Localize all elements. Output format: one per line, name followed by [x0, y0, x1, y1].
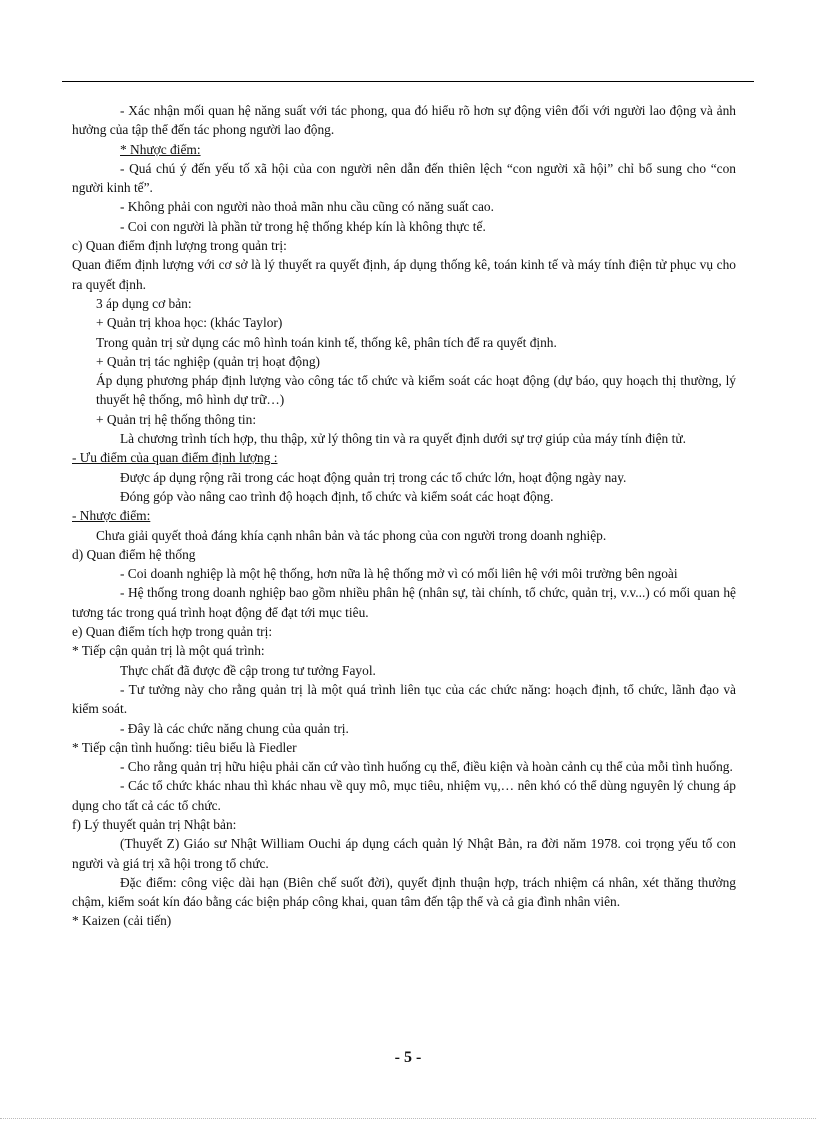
paragraph: Chưa giải quyết thoả đáng khía cạnh nhân bản và tác phong của con người trong doanh nghiệp.	[96, 527, 607, 543]
section-heading-f: f) Lý thuyết quản trị Nhật bản:	[72, 816, 237, 832]
paragraph: Thực chất đã được đề cập trong tư tưởng Fayol.	[120, 662, 376, 678]
paragraph: Quan điểm định lượng với cơ sở là lý thuyết ra quyết định, áp dụng thống kê, toán kinh tế và máy tính điện tử phục vụ cho ra quyết định.	[72, 257, 736, 292]
document-body	[72, 101, 736, 931]
header-rule	[62, 81, 754, 82]
paragraph: * Kaizen (cải tiến)	[72, 913, 172, 929]
paragraph: * Tiếp cận tình huống: tiêu biểu là Fiedler	[72, 739, 297, 755]
section-heading-e: e) Quan điểm tích hợp trong quản trị:	[72, 624, 273, 640]
paragraph: + Quản trị tác nghiệp (quản trị hoạt động)	[96, 353, 320, 369]
paragraph: * Tiếp cận quản trị là một quá trình:	[72, 643, 265, 659]
page-edge	[0, 1118, 816, 1119]
paragraph: Là chương trình tích hợp, thu thập, xử lý thông tin và ra quyết định dưới sự trợ giúp của máy tính điện tử.	[120, 431, 686, 447]
paragraph: + Quản trị hệ thống thông tin:	[96, 411, 257, 427]
paragraph: - Cho rằng quản trị hữu hiệu phải căn cứ vào tình huống cụ thể, điều kiện và hoàn cảnh cụ thể của mỗi tình huống.	[120, 759, 733, 775]
paragraph: Đóng góp vào nâng cao trình độ hoạch định, tổ chức và kiểm soát các hoạt động.	[120, 488, 554, 504]
heading-disadvantages: * Nhược điểm:	[120, 141, 201, 157]
heading-quantitative-advantages: - Ưu điểm của quan điểm định lượng :	[72, 450, 278, 466]
paragraph: - Xác nhận mối quan hệ năng suất với tác phong, qua đó hiểu rõ hơn sự động viên đối với người lao động và ảnh hưởng của tập thể đến tác phong người lao động.	[72, 103, 736, 138]
paragraph: + Quản trị khoa học: (khác Taylor)	[96, 315, 283, 331]
section-heading-d: d) Quan điểm hệ thống	[72, 546, 196, 562]
paragraph: - Tư tưởng này cho rằng quản trị là một quá trình liên tục của các chức năng: hoạch định, tổ chức, lãnh đạo và kiểm soát.	[72, 681, 736, 717]
heading-disadvantages: - Nhược điểm:	[72, 508, 151, 524]
paragraph: 3 áp dụng cơ bản:	[96, 295, 192, 311]
paragraph: Được áp dụng rộng rãi trong các hoạt động quản trị trong các tổ chức lớn, hoạt động ngày nay.	[120, 469, 627, 485]
page-number: - 5 -	[394, 1049, 422, 1066]
paragraph: - Quá chú ý đến yếu tố xã hội của con người nên dẫn đến thiên lệch “con người xã hội” chỉ bổ sung cho “con người kinh tế”.	[72, 160, 736, 196]
paragraph: Trong quản trị sử dụng các mô hình toán kinh tế, thống kê, phân tích để ra quyết định.	[96, 334, 557, 350]
paragraph: Đặc điểm: công việc dài hạn (Biên chế suốt đời), quyết định thuận hợp, trách nhiệm cá nhân, xét thăng thưởng chậm, kiểm soát kín đáo bằng các biện pháp công khai, quan tâm đến tập thể và cả gia đình nhân viên.	[72, 874, 736, 910]
paragraph: - Không phải con người nào thoả mãn nhu cầu cũng có năng suất cao.	[120, 199, 494, 215]
section-heading-c: c) Quan điểm định lượng trong quản trị:	[72, 238, 287, 254]
paragraph: - Hệ thống trong doanh nghiệp bao gồm nhiều phân hệ (nhân sự, tài chính, tổ chức, quản trị, v.v...) có mối quan hệ tương tác trong quá trình hoạt động để đạt tới mục tiêu.	[72, 585, 736, 620]
paragraph: (Thuyết Z) Giáo sư Nhật William Ouchi áp dụng cách quản lý Nhật Bản, ra đời năm 1978. coi trọng yếu tố con người và giá trị xã hội trong tổ chức.	[72, 836, 736, 871]
paragraph: - Coi con người là phần tử trong hệ thống khép kín là không thực tế.	[120, 218, 486, 234]
paragraph: Áp dụng phương pháp định lượng vào công tác tổ chức và kiểm soát các hoạt động (dự báo, quy hoạch thị thường, lý thuyết hệ thống, mô hình dự trữ…)	[96, 373, 736, 408]
paragraph: - Các tổ chức khác nhau thì khác nhau về quy mô, mục tiêu, nhiệm vụ,… nên khó có thể dùng nguyên lý chung áp dụng cho tất cả các tổ chức.	[72, 778, 736, 813]
paragraph: - Coi doanh nghiệp là một hệ thống, hơn nữa là hệ thống mở vì có mối liên hệ với môi trường bên ngoài	[120, 566, 678, 582]
paragraph: - Đây là các chức năng chung của quản trị.	[120, 720, 349, 736]
